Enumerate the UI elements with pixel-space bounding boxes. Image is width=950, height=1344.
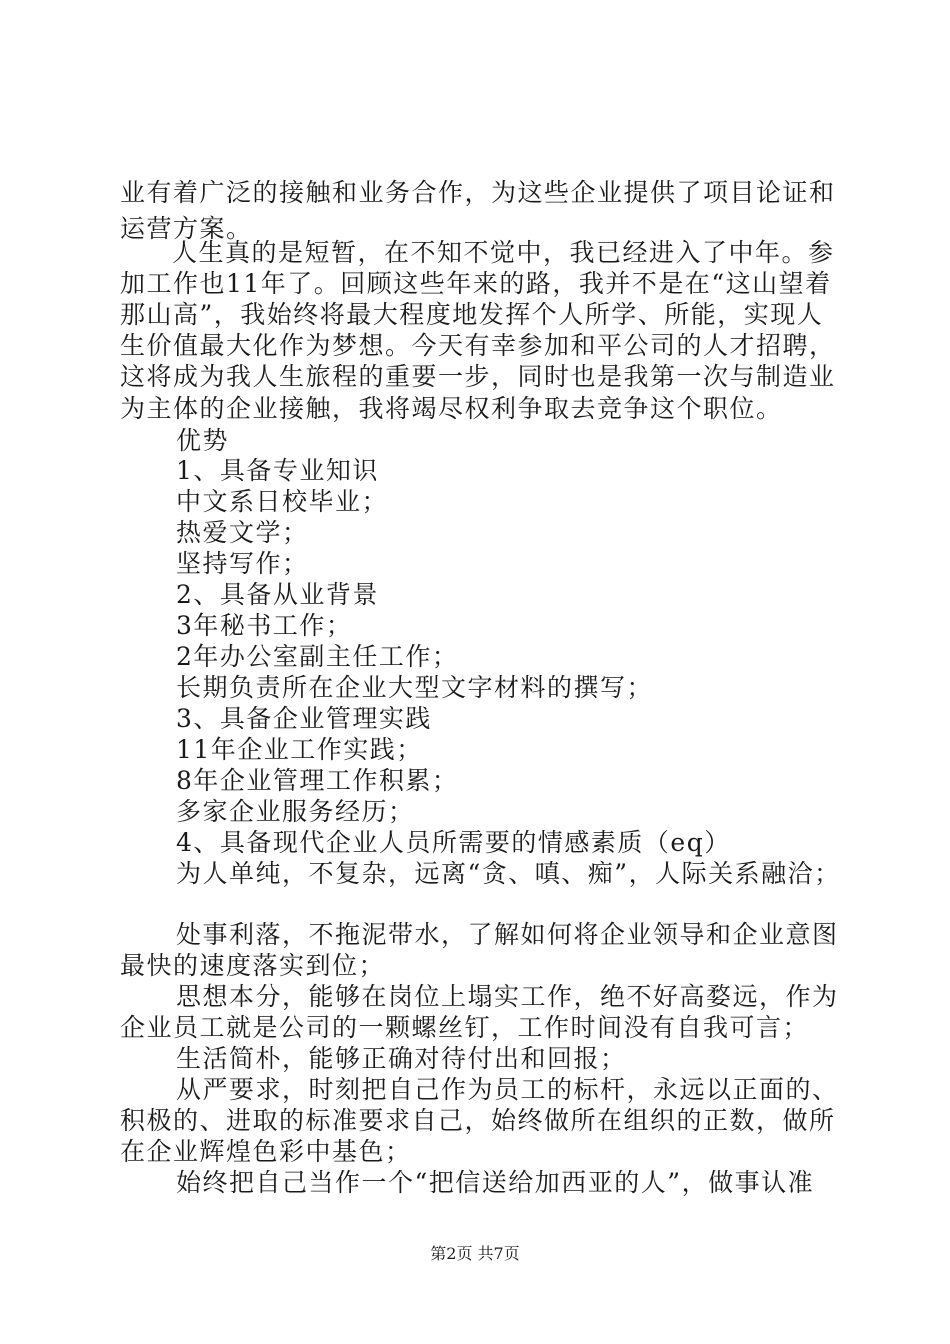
list-item: 8年企业管理工作积累；: [176, 766, 459, 795]
list-heading: 4、具备现代企业人员所需要的情感素质（eq）: [176, 828, 731, 857]
body-line: 生活简朴，能够正确对待付出和回报；: [176, 1044, 627, 1073]
body-line: 加工作也11年了。回顾这些年来的路，我并不是在“这山望着: [120, 269, 832, 298]
body-line: 业有着广泛的接触和业务合作，为这些企业提供了项目论证和: [120, 178, 836, 207]
body-line: 运营方案。: [120, 214, 253, 243]
list-item: 11年企业工作实践；: [176, 735, 423, 764]
body-line: 那山高”，我始终将最大程度地发挥个人所学、所能，实现人: [120, 300, 824, 329]
section-heading: 优势: [176, 426, 230, 455]
body-line: 在企业辉煌色彩中基色；: [120, 1137, 412, 1166]
body-line: 企业员工就是公司的一颗螺丝钉，工作时间没有自我可言；: [120, 1013, 810, 1042]
list-item: 3年秘书工作；: [176, 611, 353, 640]
list-item: 为人单纯，不复杂，远离“贪、嗔、痴”，人际关系融洽；: [176, 859, 841, 888]
body-line: 最快的速度落实到位；: [120, 951, 386, 980]
body-line: 处事利落，不拖泥带水，了解如何将企业领导和企业意图: [176, 920, 839, 949]
body-line: 始终把自己当作一个“把信送给加西亚的人”，做事认准: [176, 1168, 815, 1197]
list-heading: 3、具备企业管理实践: [176, 704, 432, 733]
list-item: 长期负责所在企业大型文字材料的撰写；: [176, 673, 654, 702]
body-line: 思想本分，能够在岗位上塌实工作，绝不好高婺远，作为: [176, 982, 839, 1011]
list-item: 中文系日校毕业；: [176, 487, 389, 516]
body-line: 这将成为我人生旅程的重要一步，同时也是我第一次与制造业: [120, 362, 836, 391]
list-heading: 1、具备专业知识: [176, 456, 379, 485]
list-item: 多家企业服务经历；: [176, 797, 415, 826]
list-item: 2年办公室副主任工作；: [176, 642, 459, 671]
page-number-footer: 第2页 共7页: [430, 1244, 520, 1263]
body-line: 生价值最大化作为梦想。今天有幸参加和平公司的人才招聘，: [120, 331, 836, 360]
body-line: 为主体的企业接触，我将竭尽权利争取去竞争这个职位。: [120, 394, 783, 423]
list-item: 坚持写作；: [176, 549, 309, 578]
body-line: 从严要求，时刻把自己作为员工的标杆，永远以正面的、: [176, 1075, 839, 1104]
list-heading: 2、具备从业背景: [176, 580, 379, 609]
body-line: 人生真的是短暂，在不知不觉中，我已经进入了中年。参: [172, 238, 835, 267]
body-line: 积极的、进取的标准要求自己，始终做所在组织的正数，做所: [120, 1106, 836, 1135]
list-item: 热爱文学；: [176, 518, 309, 547]
